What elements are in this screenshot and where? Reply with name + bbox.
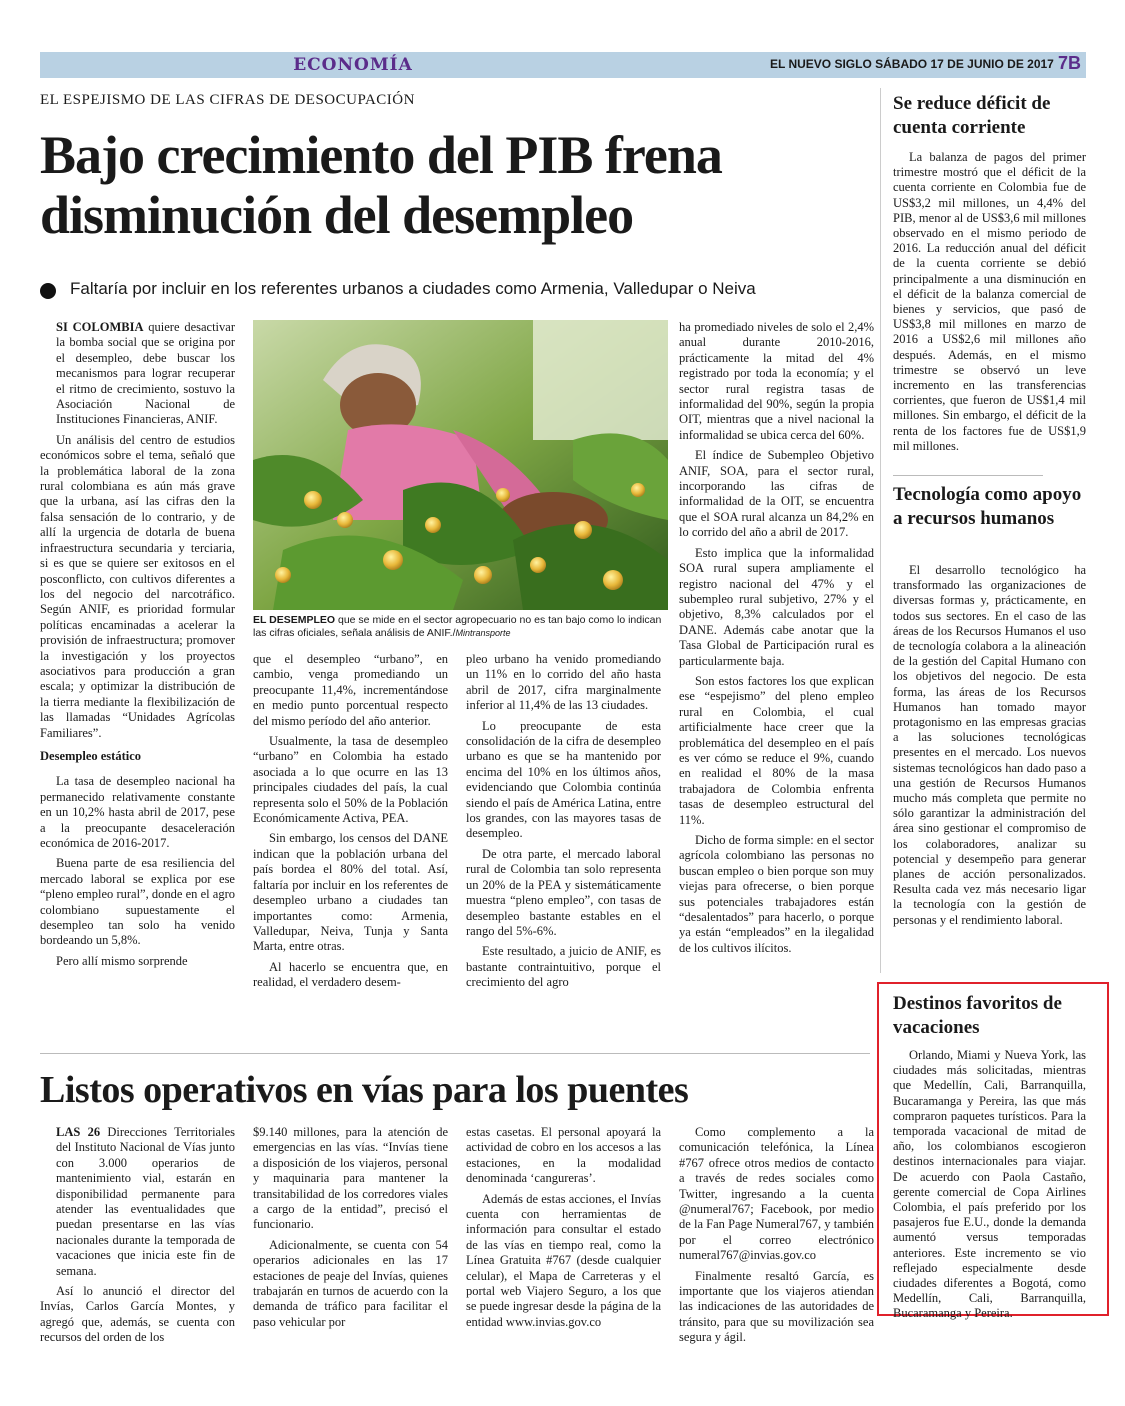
paragraph: Direcciones Territoriales del Instituto Nacional de Vías junto con 3.000 operarios de mantenimiento vial, estarán en disponibilidad permanente para atender las eventualidades que puedan presentarse en las vías nacionales durante la temporada de vacaciones que inicia este fin de semana. [56, 1125, 235, 1278]
second-column-3 [466, 1125, 661, 1335]
page-number: 7B [1058, 53, 1082, 73]
subsection-heading: Desempleo estático [40, 748, 142, 763]
paragraph: La balanza de pagos del primer trimestre mostró que el déficit de la cuenta corriente en Colombia fue de US$3,2 mil millones, un 4,4% del PIB, menor al de US$3,6 mil millones observado en el mismo periodo de 2016. La reducción anual del déficit de la cuenta corriente se debió principalmente a una disminución en el déficit de la balanza comercial de bienes y servicios, que pasó de US$3,8 mil millones en marzo de 2016 a US$2,6 mil millones año después. Además, en el mismo trimestre se observó un leve incremento en las transferencias corrientes, que fueron de US$1,4 mil millones. Sin embargo, el déficit de la renta de los factores fue de US$1,9 mil millones. [893, 150, 1086, 453]
paragraph: Adicionalmente, se cuenta con 54 operarios adicionales en las 17 estaciones de peaje del Invías, quienes trabajarán en turnos de acuerdo con la demanda de tráfico para facilitar el paso vehicular por [253, 1237, 448, 1329]
sidebar-body-destinos [893, 1048, 1086, 1322]
paragraph: Al hacerlo se encuentra que, en realidad, el verdadero desem- [253, 959, 448, 990]
photo-caption [253, 614, 663, 640]
paragraph: Usualmente, la tasa de desempleo “urbano” en Colombia ha estado asociada a lo que ocurre en las 13 principales ciudades del país, la cual representa solo el 50% de la Población Económicamente Activa, PEA. [253, 734, 448, 826]
paragraph: Esto implica que la informalidad SOA rural supera ampliamente el registro nacional del 47% y el subempleo rural subjetivo, 27% y el objetivo, 8,3% calculados por el DANE. Además cabe anotar que la Tasa Global de Participación rural es particularmente baja. [679, 545, 874, 668]
paragraph: De otra parte, el mercado laboral rural de Colombia tan solo representa un 20% de la PEA y sistemáticamente muestra “pleno empleo”, con tasas de desempleo bastante estables en el rango del 5%-6%. [466, 846, 661, 938]
paragraph: Así lo anunció el director del Invías, Carlos García Montes, y agregó que, además, se cuenta con recursos del orden de los [40, 1284, 235, 1345]
sidebar-divider [880, 88, 881, 973]
lead-in: LAS 26 [56, 1125, 101, 1139]
bullet-icon [40, 283, 56, 299]
article-column-2 [253, 652, 448, 996]
section-name: ECONOMÍA [293, 55, 413, 75]
paragraph: El desarrollo tecnológico ha transformado las organizaciones de diversas formas y, prácticamente, en todos sus sectores. En el caso de las áreas de los Recursos Humanos el uso de tecnología colabora a la alineación de la gestión del Capital Humano con los objetivos del negocio. De esta forma, las áreas de los Recursos Humanos han tomado mayor protagonismo en las empresas gracias a las soluciones tecnológicas presentes en el mercado. Los nuevos sistemas tecnológicos han dado paso a una gestión de Recursos Humanos mucho más completa que permite no sólo garantizar la administración del área sino gestionar el compromiso de los colaboradores, analizar su potencial y desempeño para generar planes de acción personalizados. Resulta cada vez más necesario ligar la tecnología con la gestión de personas y el rendimiento laboral. [893, 563, 1086, 927]
paragraph: El índice de Subempleo Objetivo ANIF, SOA, para el sector rural, incorporando las cifras de informalidad de la OIT, se encuentra que el SOA rural alcanza un 84,2% en lo corrido del año a abril de 2017. [679, 448, 874, 540]
article-subhead: Faltaría por incluir en los referentes urbanos a ciudades como Armenia, Valledupar o Neiva [70, 279, 756, 298]
paragraph: estas casetas. El personal apoyará la actividad de cobro en los accesos a las estaciones, en la modalidad denominada ‘cangureras’. [466, 1125, 661, 1186]
sidebar-separator [893, 475, 1043, 476]
paragraph: Sin embargo, los censos del DANE indican que la población urbana del país bordea el 80% del total. Así, faltaría por incluir en los referentes de desempleo urbano a ciudades tan importantes como: Armenia, Valledupar, Neiva, Tunja y Santa Marta, entre otras. [253, 831, 448, 954]
sidebar-title-tecnologia: Tecnología como apoyo a recursos humanos [893, 484, 1082, 529]
paragraph: La tasa de desempleo nacional ha permanecido relativamente constante en un 10,2% hasta abril de 2017, pese a la preocupante desaceleración económica de 2016-2017. [40, 774, 235, 850]
second-column-1 [40, 1125, 235, 1351]
paragraph: Lo preocupante de esta consolidación de la cifra de desempleo urbano es que se ha mantenido por encima del 10% en los últimos años, evidenciando que Colombia continúa siendo el país de América Latina, entre los grandes, con las mayores tasas de desempleo. [466, 718, 661, 841]
paragraph: Un análisis del centro de estudios económicos sobre el tema, señaló que la problemática laboral de la zona rural colombiana es aún más grave que la urbana, así las cifras den la falsa sensación de lo contrario, y de allí la urgencia de dotarla de buena infraestructura secundaria y terciaria, si es que se quiere ser exitosos en el posconflicto, con cultivos diferentes a los del negocio del narcotráfico. Según ANIF, es prioridad formular políticas encaminadas a acelerar la provisión de infraestructura; promover la investigación y los proyectos asociativos para producción a gran escala; y optimizar la distribución de la tierra mediante la flexibilización de las llamadas “Unidades Agrícolas Familiares”. [40, 432, 235, 740]
paragraph: Buena parte de esa resiliencia del mercado laboral se explica por ese “pleno empleo rural”, donde en el agro colombiano supuestamente el desempleo tan solo ha venido bordeando un 5,8%. [40, 856, 235, 948]
second-headline: Listos operativos en vías para los puentes [40, 1069, 689, 1111]
caption-text: que se mide en el sector agropecuario no es tan bajo como lo indican las cifras oficiales, señala análisis de ANIF./ [253, 614, 662, 639]
paragraph: Finalmente resaltó García, es importante que los viajeros atiendan las indicaciones de las autoridades de tránsito, para que su movilización sea segura y ágil. [679, 1268, 874, 1345]
article-column-4 [679, 320, 874, 961]
paragraph: Orlando, Miami y Nueva York, las ciudades más solicitadas, mientras que Medellín, Cali, Barranquilla, Bucaramanga y Pereira, las que más compraron paquetes turísticos. Para la temporada vacacional de mitad de año, los colombianos escogieron destinos internacionales para viajar. De acuerdo con Paola Castaño, gerente comercial de Copa Airlines Colombia, el país preferido por los pasajeros fue E.U., donde la demanda aumentó versus temporadas anteriores. Este incremento se vio reflejado especialmente desde ciudades diferentes a Bogotá, como Medellín, Cali, Barranquilla, Bucaramanga y Pereira. [893, 1048, 1086, 1321]
article-kicker: EL ESPEJISMO DE LAS CIFRAS DE DESOCUPACIÓN [40, 92, 415, 108]
paragraph: pleo urbano ha venido promediando un 11% en lo corrido del año hasta abril de 2017, cifra marginalmente inferior al 11,4% de las 13 ciudades. [466, 652, 661, 713]
sidebar-title-deficit: Se reduce déficit de cuenta corriente [893, 93, 1051, 138]
farmer-harvest-illustration [253, 320, 668, 610]
article-photo [253, 320, 668, 610]
lead-in: SI COLOMBIA [56, 320, 144, 334]
paragraph: ha promediado niveles de solo el 2,4% anual durante 2010-2016, prácticamente la mitad del 4% registrado por toda la economía; y el sector rural registra tasas de informalidad del 90%, según la propia OIT, mientras que a nivel nacional la informalidad se ubica cerca del 60%. [679, 320, 874, 442]
caption-lead: EL DESEMPLEO [253, 614, 336, 626]
article-column-1 [40, 320, 235, 974]
paragraph: que el desempleo “urbano”, en cambio, venga promediando un preocupante 11,4%, incrementándose en medio punto porcentual respecto del mismo período del año anterior. [253, 652, 448, 728]
paragraph: $9.140 millones, para la atención de emergencias en las vías. “Invías tiene a disposición de los viajeros, personal y maquinaria para mantener la transitabilidad de los corredores viales a cargo de la entidad”, precisó el funcionario. [253, 1125, 448, 1232]
sidebar-title-destinos: Destinos favoritos de vacaciones [893, 993, 1062, 1038]
sidebar-body-tecnologia [893, 563, 1086, 928]
second-column-4 [679, 1125, 874, 1351]
paragraph: Este resultado, a juicio de ANIF, es bastante contraintuitivo, porque el crecimiento del agro [466, 944, 661, 990]
paragraph: Pero allí mismo sorprende [56, 953, 188, 968]
article-headline: Bajo crecimiento del PIB frena disminución del desempleo [40, 125, 722, 245]
paragraph: Como complemento a la comunicación telefónica, la Línea #767 ofrece otros medios de contacto a través de redes sociales como Twitter, ingresando a la cuenta @numeral767; Facebook, por medio de la Fan Page Numeral767, y también por el correo electrónico numeral767@invias.gov.co [679, 1125, 874, 1263]
paragraph: quiere desactivar la bomba social que se origina por el desempleo, debe buscar los mecanismos para lograr recuperar el ritmo de crecimiento, sostuvo la Asociación Nacional de Instituciones Financieras, ANIF. [56, 320, 235, 427]
sidebar-body-deficit [893, 150, 1086, 454]
photo-credit: Mintransporte [455, 628, 511, 638]
article-column-3 [466, 652, 661, 996]
section-divider [40, 1053, 870, 1054]
second-column-2 [253, 1125, 448, 1335]
paragraph: Además de estas acciones, el Invías cuenta con herramientas de información para consultar el estado de las vías en tiempo real, como la Línea Gratuita #767 (desde cualquier celular), el Mapa de Carreteras y el portal web Viajero Seguro, a los que se puede ingresar desde la página de la entidad www.invias.gov.co [466, 1191, 661, 1329]
paragraph: Dicho de forma simple: en el sector agrícola colombiano las personas no buscan empleo o bien porque son muy viejas para ofrecerse, o bien porque sus potenciales trabajadores están “desalentados” para hacerlo, o porque ya están “empleados” en la ilegalidad de los cultivos ilícitos. [679, 833, 874, 955]
masthead-date: EL NUEVO SIGLO SÁBADO 17 DE JUNIO DE 2017 [770, 57, 1054, 71]
paragraph: Son estos factores los que explican ese “espejismo” del pleno empleo rural en Colombia, el cual artificialmente hace creer que la problemática del desempleo en el país es ver cómo se reduce el 9%, cuando en realidad el 80% de la masa trabajadora de Colombia enfrenta tasas de desempleo estructural del 11%. [679, 673, 874, 827]
